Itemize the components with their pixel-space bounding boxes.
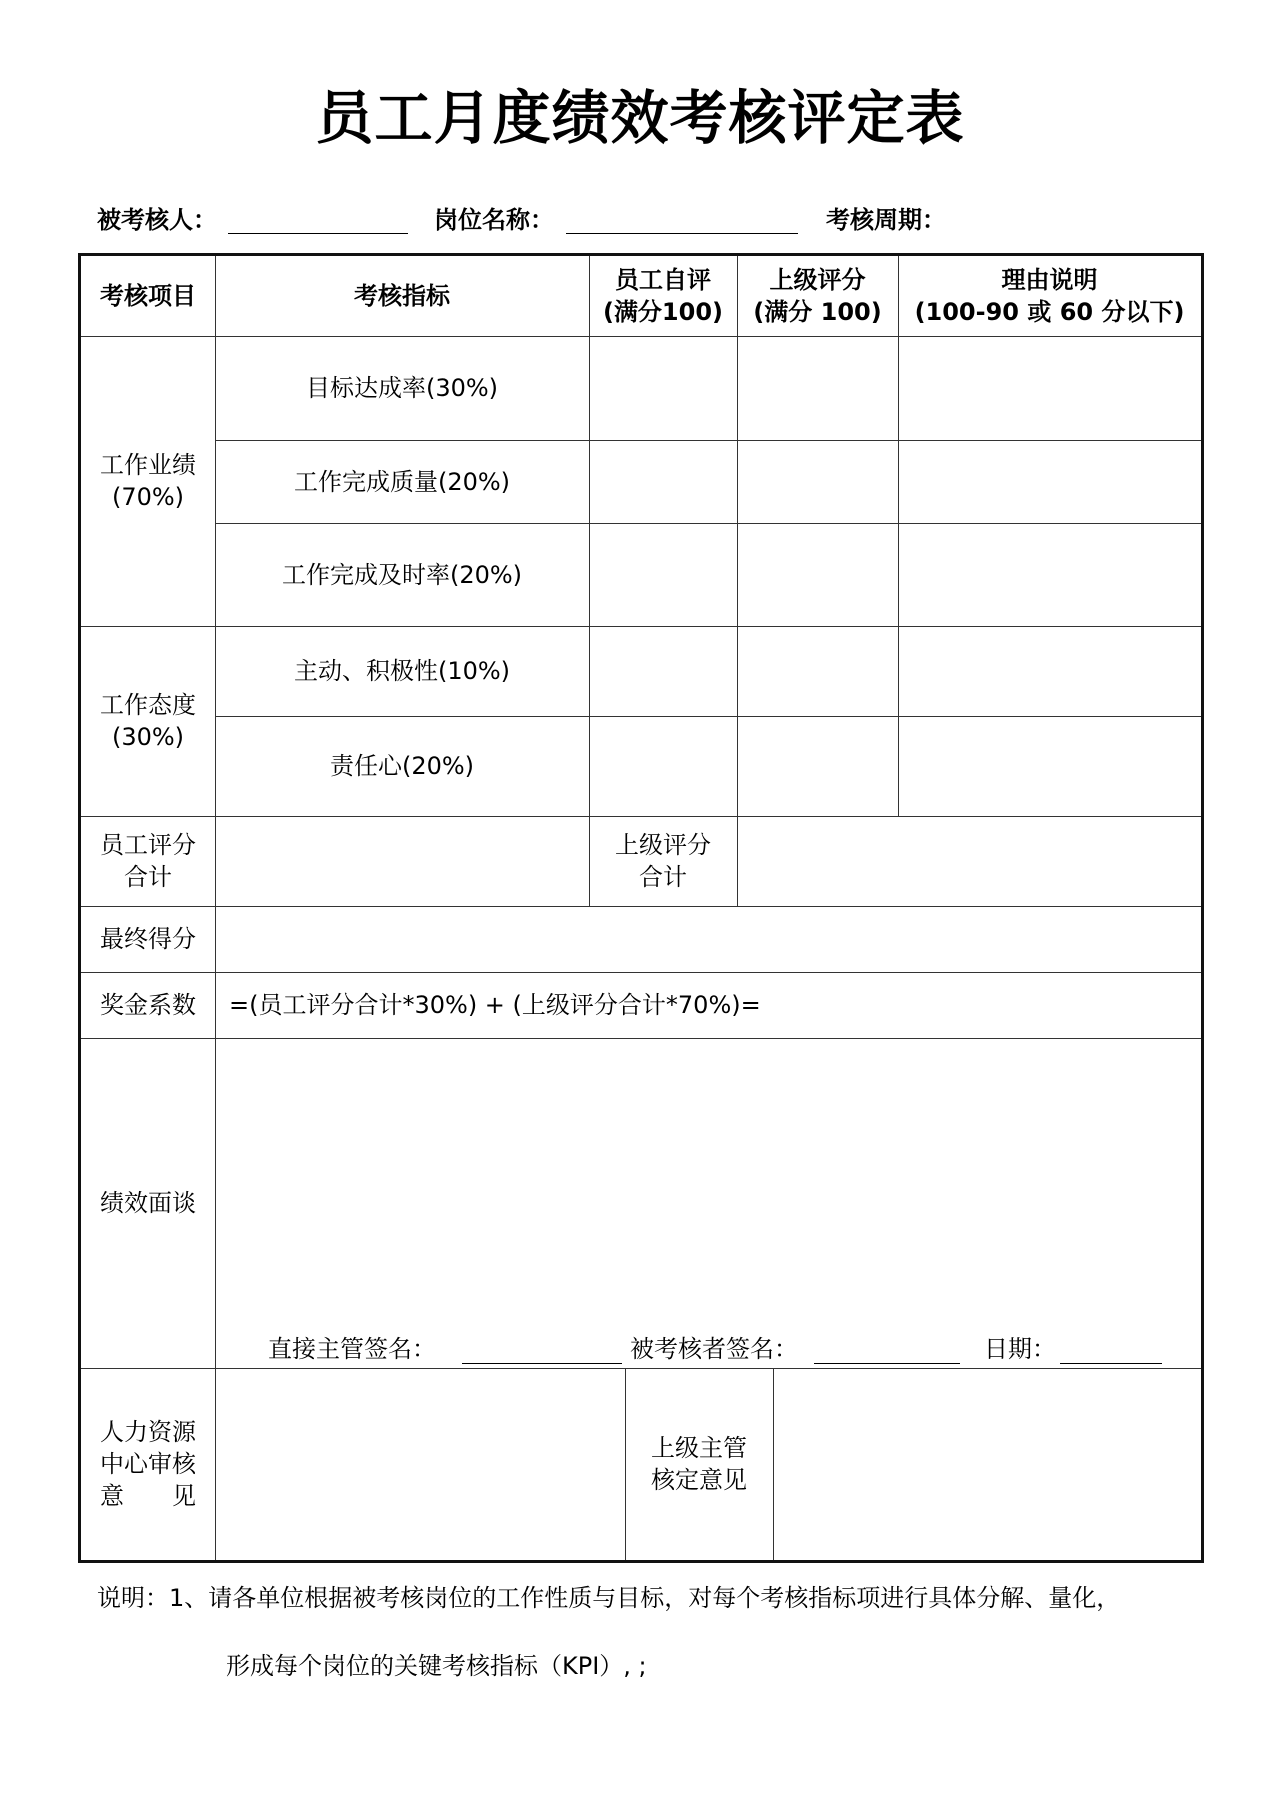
superior-opinion-cell[interactable] bbox=[773, 1368, 1201, 1560]
period-label: 考核周期： bbox=[826, 206, 946, 234]
self-eval-cell[interactable] bbox=[589, 523, 737, 626]
hr-opinion-label bbox=[81, 1368, 215, 1560]
superior-total-cell[interactable] bbox=[737, 816, 1201, 906]
supervisor-sign-label: 直接主管签名： bbox=[268, 1335, 436, 1363]
superior-score-cell[interactable] bbox=[737, 523, 898, 626]
indicator-timeliness: 工作完成及时率(20%) bbox=[281, 560, 523, 589]
page-title: 员工月度绩效考核评定表 bbox=[315, 84, 965, 152]
bonus-formula: =(员工评分合计*30%) + (上级评分合计*70%)= bbox=[229, 991, 761, 1019]
bonus-label: 奖金系数 bbox=[100, 991, 196, 1019]
superior-opinion-line2: 核定意见 bbox=[651, 1466, 747, 1494]
hr-opinion-line1: 人力资源 bbox=[100, 1418, 196, 1446]
superior-score-cell[interactable] bbox=[737, 626, 898, 716]
employee-total-line1: 员工评分 bbox=[100, 831, 196, 859]
position-label: 岗位名称： bbox=[434, 206, 554, 234]
date-line[interactable] bbox=[1060, 1363, 1162, 1364]
reason-cell[interactable] bbox=[898, 440, 1201, 523]
reason-cell[interactable] bbox=[898, 626, 1201, 716]
indicator-responsibility: 责任心(20%) bbox=[329, 752, 475, 780]
self-eval-cell[interactable] bbox=[589, 440, 737, 523]
final-score-label: 最终得分 bbox=[100, 925, 196, 953]
category-attitude bbox=[81, 626, 215, 816]
self-eval-cell[interactable] bbox=[589, 626, 737, 716]
superior-opinion-line1: 上级主管 bbox=[651, 1434, 747, 1462]
reason-cell[interactable] bbox=[898, 523, 1201, 626]
reason-cell[interactable] bbox=[898, 716, 1201, 816]
interview-content[interactable] bbox=[215, 1038, 1201, 1308]
self-eval-cell[interactable] bbox=[589, 336, 737, 440]
assessee-sign-label: 被考核者签名： bbox=[630, 1335, 798, 1363]
indicator-initiative: 主动、积极性(10%) bbox=[293, 657, 511, 685]
category-performance bbox=[81, 336, 215, 626]
assessment-table bbox=[78, 253, 1204, 1563]
employee-total-line2: 合计 bbox=[124, 863, 172, 891]
hr-opinion-line3: 意 见 bbox=[100, 1482, 196, 1510]
superior-total-label bbox=[589, 816, 737, 906]
self-eval-cell[interactable] bbox=[589, 716, 737, 816]
superior-opinion-label bbox=[625, 1368, 773, 1560]
superior-score-cell[interactable] bbox=[737, 716, 898, 816]
indicator-work-quality: 工作完成质量(20%) bbox=[293, 467, 511, 496]
header-self-eval-line1: 员工自评 bbox=[615, 266, 711, 294]
note-line-1: 说明：1、请各单位根据被考核岗位的工作性质与目标，对每个考核指标项进行具体分解、量化， bbox=[97, 1584, 1121, 1612]
category-performance-line1: 工作业绩 bbox=[100, 451, 196, 479]
final-score-cell[interactable] bbox=[215, 906, 1201, 972]
superior-score-cell[interactable] bbox=[737, 440, 898, 523]
header-fields bbox=[0, 200, 1280, 240]
superior-total-line1: 上级评分 bbox=[615, 831, 711, 859]
header-reason-line1: 理由说明 bbox=[1001, 266, 1098, 294]
header-superior-line2: (满分 100) bbox=[753, 298, 882, 326]
header-indicator: 考核指标 bbox=[354, 282, 450, 310]
header-superior-score bbox=[737, 256, 898, 336]
interview-label: 绩效面谈 bbox=[100, 1189, 196, 1217]
header-self-eval-line2: (满分100) bbox=[602, 298, 724, 326]
header-item: 考核项目 bbox=[100, 282, 196, 310]
position-input-line[interactable] bbox=[566, 233, 798, 234]
superior-total-line2: 合计 bbox=[639, 863, 687, 891]
header-self-eval bbox=[589, 256, 737, 336]
hr-opinion-cell[interactable] bbox=[215, 1368, 625, 1560]
date-label: 日期： bbox=[984, 1335, 1056, 1363]
supervisor-sign-line[interactable] bbox=[462, 1363, 622, 1364]
employee-total-label bbox=[81, 816, 215, 906]
assessee-sign-line[interactable] bbox=[814, 1363, 960, 1364]
category-attitude-line2: (30%) bbox=[111, 723, 185, 751]
reason-cell[interactable] bbox=[898, 336, 1201, 440]
employee-total-cell[interactable] bbox=[215, 816, 589, 906]
assessee-label: 被考核人： bbox=[97, 206, 217, 234]
hr-opinion-line2: 中心审核 bbox=[100, 1450, 196, 1478]
assessee-input-line[interactable] bbox=[228, 233, 408, 234]
category-attitude-line1: 工作态度 bbox=[100, 691, 196, 719]
header-reason bbox=[898, 256, 1201, 336]
header-reason-line2: (100-90 或 60 分以下) bbox=[914, 298, 1185, 326]
header-superior-line1: 上级评分 bbox=[769, 266, 866, 294]
category-performance-line2: (70%) bbox=[111, 483, 185, 511]
indicator-goal-achievement: 目标达成率(30%) bbox=[305, 374, 499, 402]
superior-score-cell[interactable] bbox=[737, 336, 898, 440]
note-line-2: 形成每个岗位的关键考核指标（KPI）, ; bbox=[226, 1652, 647, 1680]
